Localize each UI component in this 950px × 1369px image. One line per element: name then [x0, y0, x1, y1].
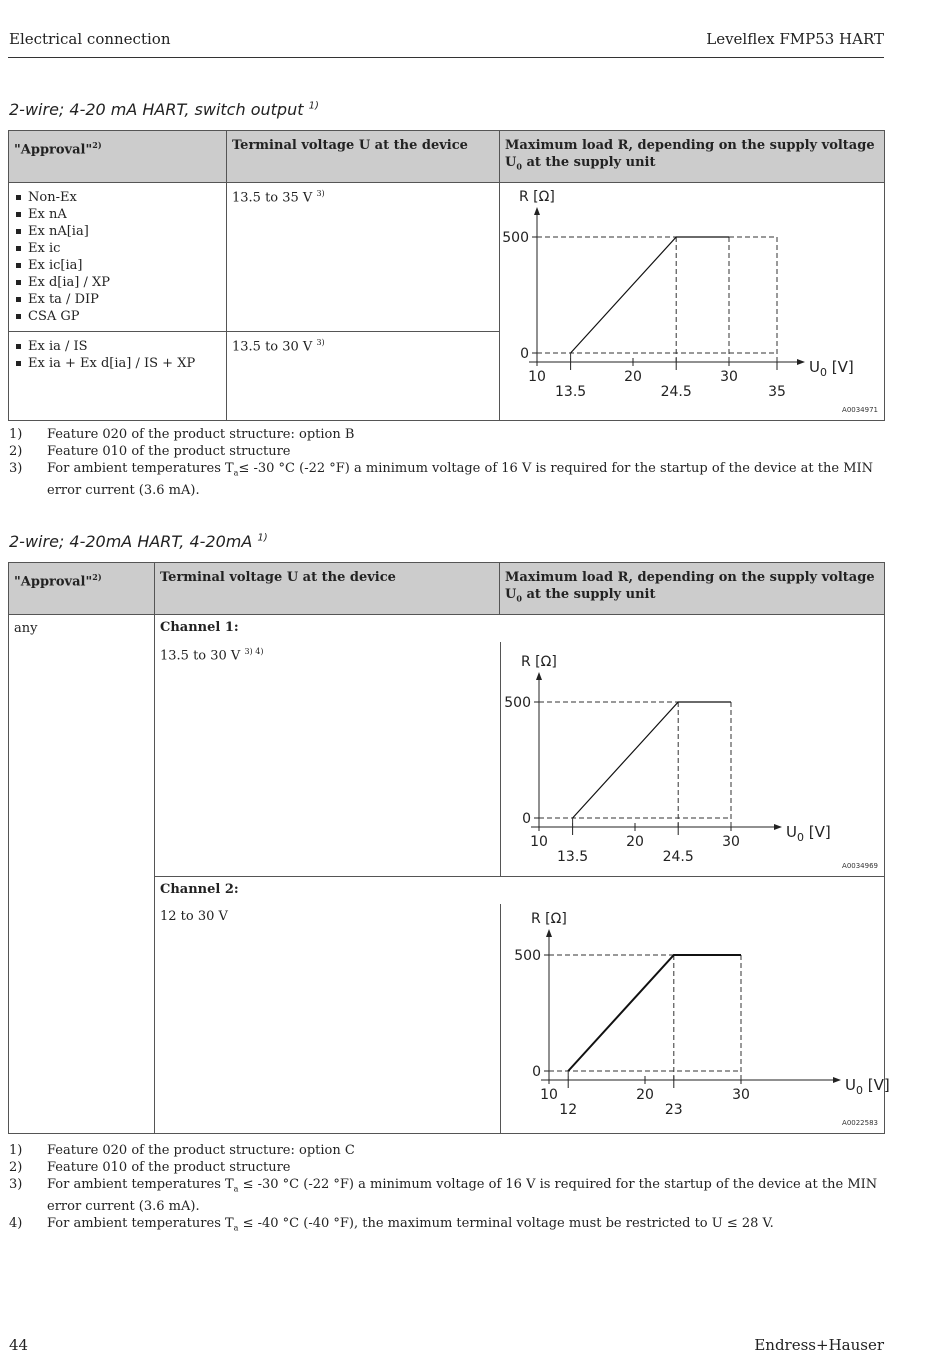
section1-table [8, 130, 885, 421]
y-tick-label: 500 [502, 229, 529, 246]
x-mark-label: 35 [768, 383, 786, 400]
y-tick-label: 0 [522, 810, 531, 827]
load-chart-1 [500, 183, 883, 416]
col-approval: "Approval"$^{2)}$ [9, 131, 227, 183]
y-axis-label: R [Ω] [519, 188, 555, 205]
x-axis-arrow [774, 824, 782, 830]
x-mark-label: 24.5 [660, 383, 692, 400]
approval-item: Ex d[ia] / XP [14, 274, 221, 291]
y-tick-label: 0 [520, 345, 529, 362]
x-tick-label: 20 [626, 833, 644, 850]
x-tick-label: 30 [722, 833, 740, 850]
col-max-load: Maximum load R, depending on the supply voltage $U_0$ at the supply unit [500, 563, 885, 615]
channel2-label: Channel 2: [160, 881, 239, 897]
section1-title: 2-wire; 4-20 mA HART, switch output $^{1)}$ [9, 100, 319, 119]
approval-item: Ex ia / IS [14, 338, 221, 355]
footnote: 1) Feature 020 of the product structure: option B [9, 427, 355, 442]
x-tick-label: 10 [540, 1086, 558, 1103]
channel2-voltage: 12 to 30 V [160, 908, 228, 924]
section1-footnotes [9, 426, 879, 499]
channel2-divider [500, 904, 501, 1133]
x-mark-label: 12 [559, 1101, 578, 1118]
x-tick-label: 10 [530, 833, 548, 850]
approval-item: Non-Ex [14, 189, 221, 206]
approval-any: any [9, 614, 155, 1133]
section2-title: 2-wire; 4-20mA HART, 4-20mA $^{1)}$ [9, 532, 268, 551]
y-tick-label: 500 [504, 694, 531, 711]
figure-code: A0034971 [842, 405, 878, 414]
section2-channel1-row [9, 614, 885, 876]
x-axis-label: $U_0$ [V] [809, 357, 854, 379]
x-tick-label: 10 [528, 368, 546, 385]
page-number: 44 [9, 1336, 29, 1354]
section2-header-row [9, 563, 885, 615]
figure-code: A0022583 [842, 1118, 878, 1127]
x-tick-label: 20 [624, 368, 642, 385]
y-axis-arrow [534, 207, 540, 215]
footnote: 2) Feature 010 of the product structure [9, 1160, 291, 1175]
col-approval: "Approval"$^{2)}$ [9, 563, 155, 615]
brand-name: Endress+Hauser [754, 1336, 884, 1354]
voltage-cell-2: 13.5 to 30 V $^{3)}$ [227, 332, 500, 420]
col-max-load: Maximum load R, depending on the supply voltage $U_0$ at the supply unit [500, 131, 885, 183]
voltage-cell-1: 13.5 to 35 V $^{3)}$ [227, 182, 500, 332]
load-curve [568, 955, 741, 1071]
footnote: 3) For ambient temperatures $T_a\le -30$ °C (-22 °F) a minimum voltage of 16 V is required for the startup of the device at the MIN error current (3.6 mA). [9, 461, 874, 498]
section1-header-row [9, 131, 885, 183]
header-product-name: Levelflex FMP53 HART [706, 30, 884, 48]
chart-cell-1 [500, 182, 885, 420]
approval-item: Ex nA[ia] [14, 223, 221, 240]
x-mark-label: 13.5 [555, 383, 587, 400]
y-tick-label: 0 [532, 1063, 541, 1080]
footnote: 2) Feature 010 of the product structure [9, 444, 291, 459]
header-section-title: Electrical connection [9, 30, 171, 48]
y-axis-label: R [Ω] [521, 653, 557, 670]
header-rule [8, 57, 884, 58]
section2-footnotes [9, 1142, 879, 1236]
approval-item: Ex nA [14, 206, 221, 223]
figure-code: A0034969 [842, 861, 878, 870]
approval-item: Ex ta / DIP [14, 291, 221, 308]
y-tick-label: 500 [514, 947, 541, 964]
approval-item: Ex ic[ia] [14, 257, 221, 274]
channel1-block [155, 614, 885, 876]
approval-list-2 [9, 332, 227, 420]
x-mark-label: 24.5 [662, 848, 694, 865]
footnote: 3) For ambient temperatures $T_a \le -30$ °C (-22 °F) a minimum voltage of 16 V is required for the startup of the device at the MIN error current (3.6 mA). [9, 1177, 878, 1214]
x-axis-arrow [797, 359, 805, 365]
x-mark-label: 13.5 [557, 848, 589, 865]
load-curve [573, 702, 731, 818]
channel1-voltage: 13.5 to 30 V $^{3) 4)}$ [160, 646, 264, 663]
col-terminal-voltage: Terminal voltage U at the device [155, 563, 500, 615]
x-axis-label: $U_0$ [V] [786, 822, 831, 844]
y-axis-arrow [536, 672, 542, 680]
channel1-divider [500, 642, 501, 876]
x-tick-label: 30 [732, 1086, 750, 1103]
x-mark-label: 23 [664, 1101, 683, 1118]
y-axis-label: R [Ω] [531, 910, 567, 927]
load-curve [571, 237, 729, 353]
approval-item: Ex ic [14, 240, 221, 257]
section1-row1 [9, 182, 885, 332]
load-chart-2 [502, 644, 885, 876]
approval-list-1 [9, 182, 227, 332]
x-axis-arrow [833, 1077, 841, 1083]
section2-table [8, 562, 890, 1134]
x-tick-label: 20 [636, 1086, 654, 1103]
x-tick-label: 30 [720, 368, 738, 385]
x-axis-label: $U_0$ [V] [845, 1075, 890, 1097]
load-chart-3 [502, 905, 890, 1133]
approval-item: CSA GP [14, 308, 221, 325]
approval-item: Ex ia + Ex d[ia] / IS + XP [14, 355, 221, 372]
y-axis-arrow [546, 929, 552, 937]
footnote: 4) For ambient temperatures $T_a \le -40$ °C (-40 °F), the maximum terminal voltage must be restricted to U ≤ 28 V. [9, 1215, 774, 1233]
channel2-block [155, 876, 890, 1133]
col-terminal-voltage: Terminal voltage U at the device [227, 131, 500, 183]
footnote: 1) Feature 020 of the product structure: option C [9, 1143, 355, 1158]
channel1-label: Channel 1: [160, 619, 239, 635]
